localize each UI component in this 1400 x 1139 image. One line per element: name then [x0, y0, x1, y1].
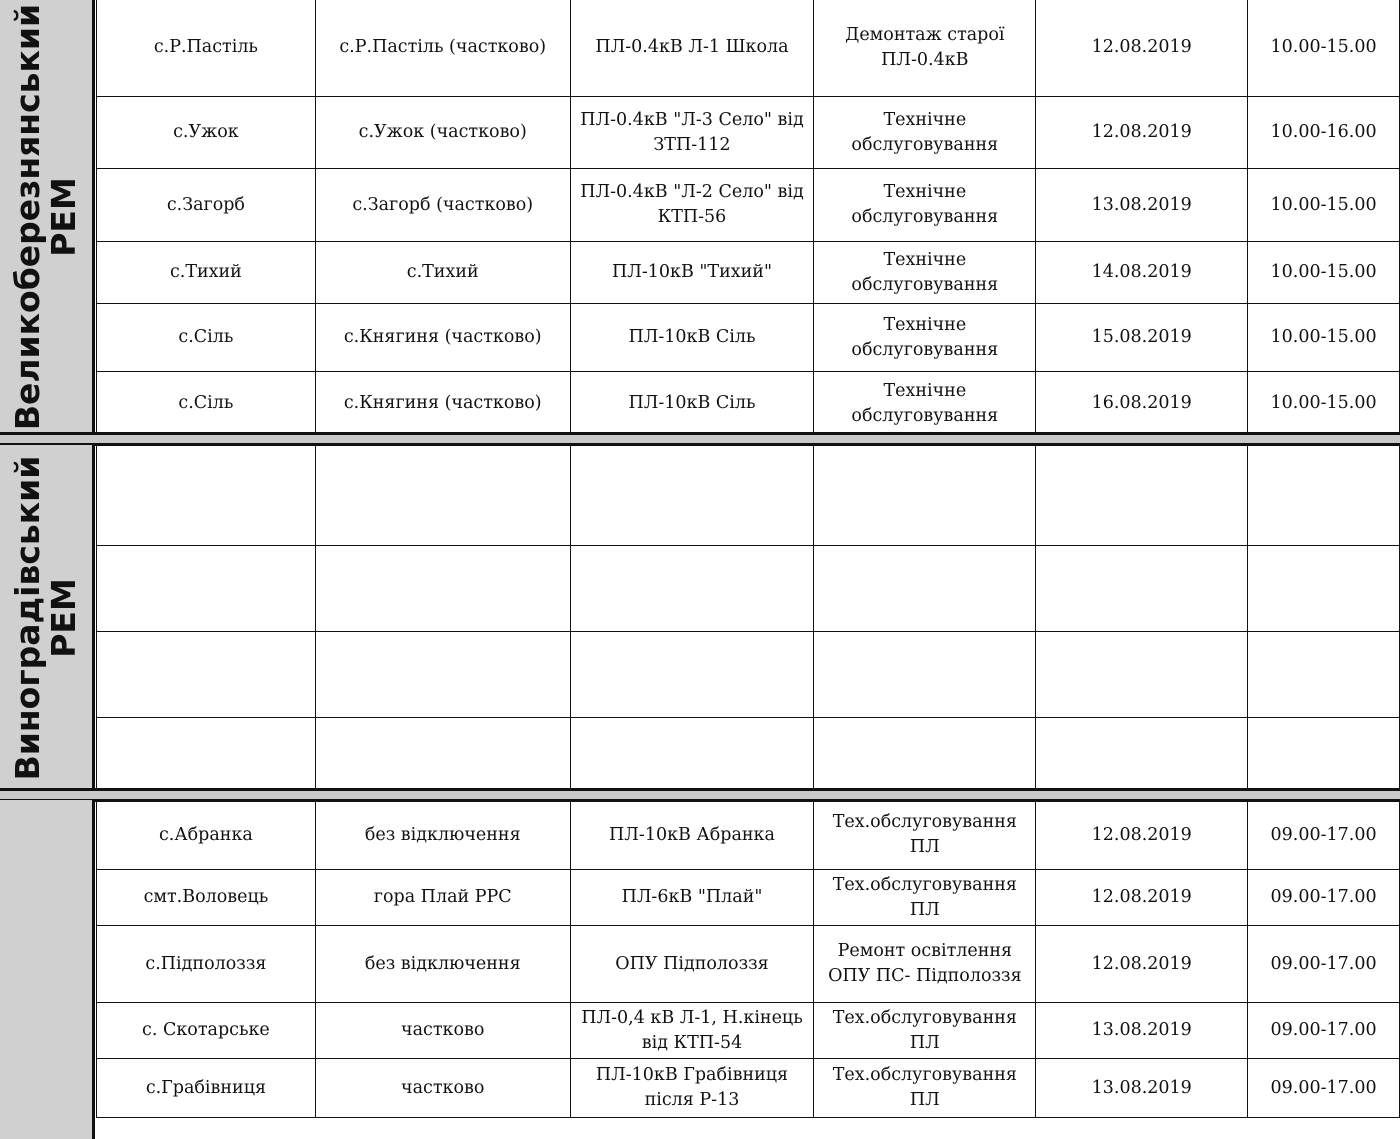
village-cell: [97, 632, 316, 718]
area-cell: без відключення: [315, 801, 570, 870]
village-cell: с. Скотарське: [97, 1003, 316, 1059]
time-cell: 10.00-15.00: [1248, 242, 1400, 304]
time-cell: 09.00-17.00: [1248, 1003, 1400, 1059]
area-cell: без відключення: [315, 926, 570, 1003]
time-cell: 10.00-15.00: [1248, 169, 1400, 242]
area-cell: [315, 718, 570, 791]
date-cell: 14.08.2019: [1036, 242, 1248, 304]
table-row: [97, 304, 1400, 372]
date-cell: [1036, 546, 1248, 632]
time-cell: 09.00-17.00: [1248, 870, 1400, 926]
work-cell: Технічне обслуговування: [814, 242, 1036, 304]
date-cell: 12.08.2019: [1036, 870, 1248, 926]
work-cell: Тех.обслуговування ПЛ: [814, 870, 1036, 926]
village-cell: [97, 546, 316, 632]
work-cell: [814, 632, 1036, 718]
table-row: [97, 0, 1400, 97]
section-label: Великоберезнянський РЕМ: [8, 3, 83, 430]
area-cell: [315, 446, 570, 546]
table-row: [97, 718, 1400, 791]
village-cell: с.Сіль: [97, 372, 316, 436]
time-cell: 09.00-17.00: [1248, 801, 1400, 870]
village-cell: с.Тихий: [97, 242, 316, 304]
time-cell: 10.00-15.00: [1248, 304, 1400, 372]
line-cell: ПЛ-10кВ Сіль: [570, 372, 814, 436]
line-cell: ПЛ-10кВ Сіль: [570, 304, 814, 372]
section-third: [0, 800, 1400, 1117]
area-cell: частково: [315, 1059, 570, 1118]
work-cell: [814, 546, 1036, 632]
area-cell: с.Княгиня (частково): [315, 372, 570, 436]
date-cell: [1036, 632, 1248, 718]
table-row: [97, 446, 1400, 546]
work-cell: [814, 446, 1036, 546]
line-cell: ПЛ-0.4кВ "Л-2 Село" від КТП-56: [570, 169, 814, 242]
table-row: [97, 926, 1400, 1003]
line-cell: [570, 632, 814, 718]
section-divider: [0, 432, 1400, 446]
date-cell: 12.08.2019: [1036, 0, 1248, 97]
table-row: [97, 169, 1400, 242]
line-cell: ОПУ Підполоззя: [570, 926, 814, 1003]
line-cell: [570, 446, 814, 546]
section-velykobereznyanskyi: [0, 0, 1400, 435]
date-cell: 15.08.2019: [1036, 304, 1248, 372]
village-cell: [97, 446, 316, 546]
line-cell: ПЛ-10кВ Грабівниця після Р-13: [570, 1059, 814, 1118]
time-cell: [1248, 632, 1400, 718]
table-row: [97, 372, 1400, 436]
date-cell: 16.08.2019: [1036, 372, 1248, 436]
line-cell: ПЛ-6кВ "Плай": [570, 870, 814, 926]
line-cell: ПЛ-10кВ "Тихий": [570, 242, 814, 304]
area-cell: с.Загорб (частково): [315, 169, 570, 242]
time-cell: 10.00-15.00: [1248, 0, 1400, 97]
time-cell: [1248, 718, 1400, 791]
date-cell: 13.08.2019: [1036, 1003, 1248, 1059]
work-cell: Тех.обслуговування ПЛ: [814, 801, 1036, 870]
outage-table: [96, 800, 1400, 1118]
work-cell: Ремонт освітлення ОПУ ПС- Підполоззя: [814, 926, 1036, 1003]
time-cell: 10.00-16.00: [1248, 97, 1400, 169]
area-cell: [315, 546, 570, 632]
area-cell: с.Тихий: [315, 242, 570, 304]
section-label-cell: [0, 0, 95, 435]
area-cell: частково: [315, 1003, 570, 1059]
line-cell: [570, 718, 814, 791]
date-cell: 12.08.2019: [1036, 926, 1248, 1003]
table-row: [97, 870, 1400, 926]
section-label: Виноградівський РЕМ: [8, 455, 83, 780]
village-cell: [97, 718, 316, 791]
section-label-cell: [0, 445, 95, 790]
area-cell: с.Ужок (частково): [315, 97, 570, 169]
line-cell: ПЛ-0.4кВ Л-1 Школа: [570, 0, 814, 97]
date-cell: 12.08.2019: [1036, 97, 1248, 169]
work-cell: Технічне обслуговування: [814, 97, 1036, 169]
work-cell: Технічне обслуговування: [814, 169, 1036, 242]
area-cell: [315, 632, 570, 718]
time-cell: [1248, 446, 1400, 546]
date-cell: [1036, 446, 1248, 546]
area-cell: с.Княгиня (частково): [315, 304, 570, 372]
village-cell: с.Грабівниця: [97, 1059, 316, 1118]
village-cell: с.Загорб: [97, 169, 316, 242]
outage-table: [96, 445, 1400, 791]
date-cell: 12.08.2019: [1036, 801, 1248, 870]
area-cell: с.Р.Пастіль (частково): [315, 0, 570, 97]
table-row: [97, 546, 1400, 632]
line-cell: [570, 546, 814, 632]
work-cell: Демонтаж старої ПЛ-0.4кВ: [814, 0, 1036, 97]
village-cell: с.Абранка: [97, 801, 316, 870]
section-vynohradivskyi: [0, 445, 1400, 790]
village-cell: с.Сіль: [97, 304, 316, 372]
time-cell: 10.00-15.00: [1248, 372, 1400, 436]
village-cell: смт.Воловець: [97, 870, 316, 926]
date-cell: [1036, 718, 1248, 791]
time-cell: 09.00-17.00: [1248, 1059, 1400, 1118]
table-row: [97, 632, 1400, 718]
time-cell: 09.00-17.00: [1248, 926, 1400, 1003]
date-cell: 13.08.2019: [1036, 1059, 1248, 1118]
area-cell: гора Плай РРС: [315, 870, 570, 926]
village-cell: с.Ужок: [97, 97, 316, 169]
work-cell: Тех.обслуговування ПЛ: [814, 1059, 1036, 1118]
line-cell: ПЛ-10кВ Абранка: [570, 801, 814, 870]
table-row: [97, 1059, 1400, 1118]
outage-table: [96, 0, 1400, 436]
table-row: [97, 242, 1400, 304]
date-cell: 13.08.2019: [1036, 169, 1248, 242]
work-cell: Тех.обслуговування ПЛ: [814, 1003, 1036, 1059]
work-cell: Технічне обслуговування: [814, 304, 1036, 372]
village-cell: с.Підполоззя: [97, 926, 316, 1003]
table-row: [97, 1003, 1400, 1059]
time-cell: [1248, 546, 1400, 632]
work-cell: Технічне обслуговування: [814, 372, 1036, 436]
village-cell: с.Р.Пастіль: [97, 0, 316, 97]
table-row: [97, 801, 1400, 870]
table-row: [97, 97, 1400, 169]
line-cell: ПЛ-0.4кВ "Л-3 Село" від ЗТП-112: [570, 97, 814, 169]
line-cell: ПЛ-0,4 кВ Л-1, Н.кінець від КТП-54: [570, 1003, 814, 1059]
work-cell: [814, 718, 1036, 791]
section-label-cell: [0, 800, 95, 1139]
